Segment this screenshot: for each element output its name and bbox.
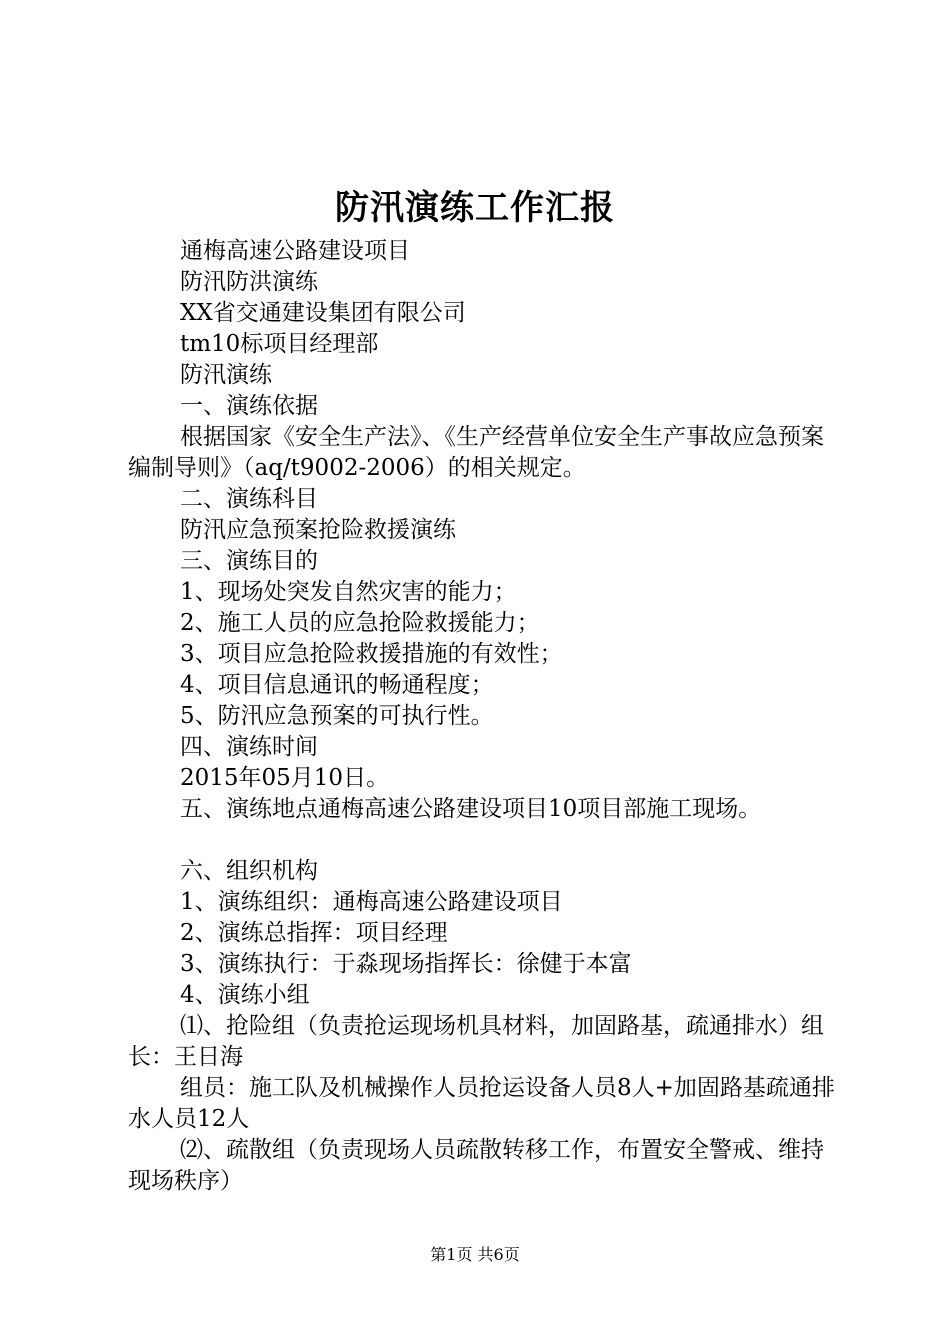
list-item-org-1: 1、演练组织：通梅高速公路建设项目	[180, 889, 563, 915]
paragraph-drill: 防汛演练	[180, 362, 272, 388]
paragraph-drill-type: 防汛防洪演练	[180, 269, 318, 295]
document-body	[128, 236, 840, 1197]
paragraph-rescue-members: 组员：施工队及机械操作人员抢运设备人员8人+加固路基疏通排水人员12人	[128, 1075, 835, 1132]
list-item-org-4: 4、演练小组	[180, 982, 310, 1008]
paragraph-basis-text: 根据国家《安全生产法》、《生产经营单位安全生产事故应急预案编制导则》（aq/t9002-2006）的相关规定。	[128, 424, 824, 481]
paragraph-department: tm10标项目经理部	[180, 331, 379, 357]
paragraph-date: 2015年05月10日。	[180, 765, 390, 791]
heading-basis: 一、演练依据	[180, 393, 318, 419]
paragraph-rescue-group: ⑴、抢险组（负责抢运现场机具材料，加固路基，疏通排水）组长：王日海	[128, 1013, 824, 1070]
list-item-purpose-5: 5、防汛应急预案的可执行性。	[180, 703, 494, 729]
heading-organization: 六、组织机构	[180, 858, 318, 884]
document-title: 防汛演练工作汇报	[335, 188, 615, 228]
paragraph-subject-text: 防汛应急预案抢险救援演练	[180, 517, 456, 543]
paragraph-location: 五、演练地点通梅高速公路建设项目10项目部施工现场。	[180, 796, 762, 822]
paragraph-gap	[128, 825, 840, 856]
heading-time: 四、演练时间	[180, 734, 318, 760]
heading-subject: 二、演练科目	[180, 486, 318, 512]
list-item-org-2: 2、演练总指挥：项目经理	[180, 920, 448, 946]
heading-purpose: 三、演练目的	[180, 548, 318, 574]
list-item-purpose-1: 1、现场处突发自然灾害的能力；	[180, 579, 517, 605]
paragraph-evacuation-group: ⑵、疏散组（负责现场人员疏散转移工作，布置安全警戒、维持现场秩序）	[128, 1137, 824, 1194]
list-item-purpose-2: 2、施工人员的应急抢险救援能力；	[180, 610, 540, 636]
paragraph-company: XX省交通建设集团有限公司	[180, 300, 466, 326]
list-item-org-3: 3、演练执行：于淼现场指挥长：徐健于本富	[180, 951, 632, 977]
paragraph-project-name: 通梅高速公路建设项目	[180, 238, 410, 264]
list-item-purpose-4: 4、项目信息通讯的畅通程度；	[180, 672, 494, 698]
page-footer: 第1页 共6页	[430, 1245, 520, 1264]
list-item-purpose-3: 3、项目应急抢险救援措施的有效性；	[180, 641, 563, 667]
